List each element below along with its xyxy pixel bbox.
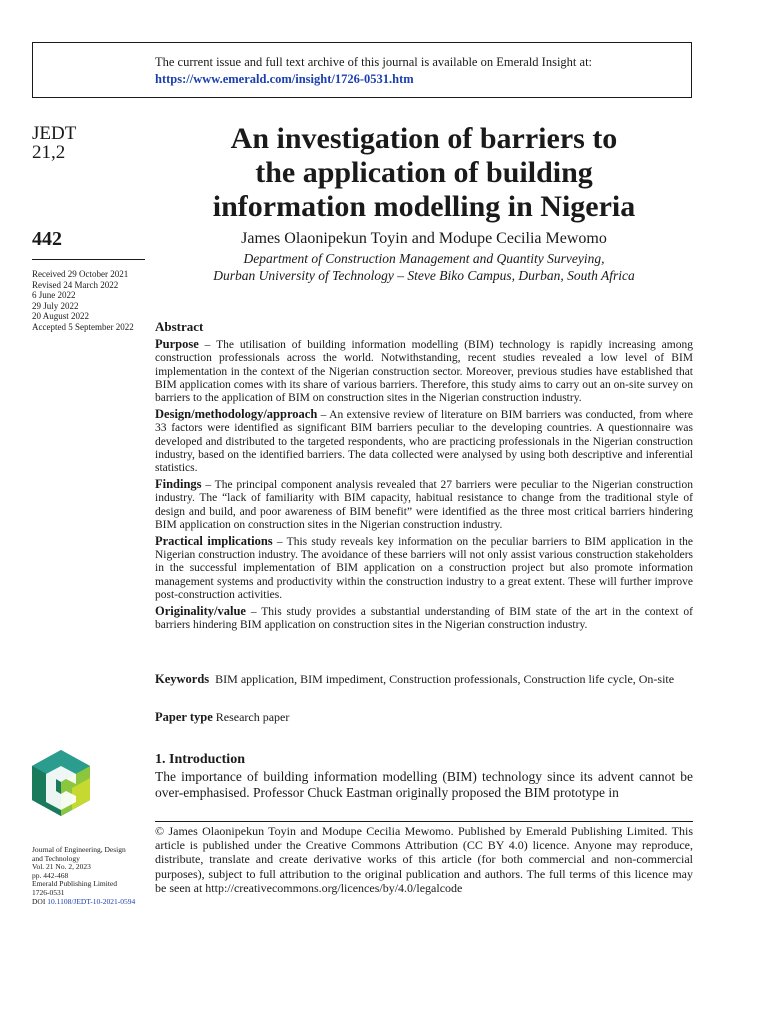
section-text: – This study reveals key information on the peculiar barriers to BIM application in the Nigerian construction industry. The avoidance of these barriers will not only assist various construction stakeholders in the successful implementation of BIM application on a construction project but also promote information management systems and productivity within the construction industry to a great extent. These will further improve post-construction activities. [155,536,693,601]
citation-line: Journal of Engineering, Design [32,845,126,854]
doi-link[interactable]: 10.1108/JEDT-10-2021-0594 [47,896,136,906]
journal-abbrev: JEDT [32,123,77,144]
logo-graphic [30,748,92,818]
section-heading: Practical implications [155,534,273,549]
citation-line: Vol. 21 No. 2, 2023 [32,862,91,872]
publisher-logo-icon [30,748,92,818]
received-dates [32,269,134,332]
doi-line [32,898,152,907]
license-divider [155,821,693,822]
keywords [155,672,693,687]
intro-text: The importance of building information modelling (BIM) technology since its advent cannot be over-emphasised. Professor Chuck Eastman originally proposed the BIM prototype in [155,769,693,800]
affiliation-line: Department of Construction Management and Quantity Surveying, [243,251,605,266]
journal-code [32,124,76,162]
date-line: Revised 24 March 2022 [32,279,119,290]
abstract-section [155,408,693,475]
title-line: the application of building [255,156,593,189]
citation-line: Emerald Publishing Limited [32,879,117,889]
abstract-section [155,535,693,602]
journal-volume: 21,2 [32,142,66,163]
section-heading: Design/methodology/approach [155,407,318,422]
date-line: 29 July 2022 [32,300,79,311]
title-line: An investigation of barriers to [230,122,618,155]
keywords-list: BIM application, BIM impediment, Construction professionals, Construction life cycle, On-site [215,672,675,686]
page-number: 442 [32,228,62,250]
date-line: 20 August 2022 [32,311,90,321]
date-line: Received 29 October 2021 [32,269,129,279]
keywords-heading: Keywords [155,672,210,686]
license-text: © James Olaonipekun Toyin and Modupe Cecilia Mewomo. Published by Emerald Publishing Limited. This article is published under the Creative Commons Attribution (CC BY 4.0) licence. Anyone may reproduce, distribute, translate and create derivative works of this article (for both commercial and non-commercial purposes), subject to full attribution to the original publication and authors. The full terms of this licence may be seen at http://creativecommons.org/licences/by/4.0/legalcode [155,824,693,895]
section-text: – This study provides a substantial understanding of BIM state of the art in the context of barriers hindering BIM application on construction sites in the Nigerian construction industry. [155,606,693,632]
affiliation [155,250,693,284]
margin-divider [32,259,145,260]
section-text: – The utilisation of building information modelling (BIM) technology is rapidly increasing among construction professionals across the world. Notwithstanding, recent studies revealed a low level of BIM implementation in the context of the Nigerian construction sector. Moreover, previous studies have established that BIM application comes with its share of various barriers. Therefore, this study aims to carry out an on-site survey on barriers to the application of BIM on construction sites in the Nigerian construction industry. [155,339,693,405]
paper-type [155,710,693,725]
citation-block [32,846,152,906]
section-text: – An extensive review of literature on BIM barriers was conducted, from where 33 factors were identified as significant BIM barriers peculiar to the developing countries. A questionnaire was developed and distributed to the targeted respondents, who are practicing professionals in the Nigerian construction industry, based on the identified barriers. The data collected were analysed by using both descriptive and inferential statistics. [155,409,693,475]
citation-line: 1726-0531 [32,887,65,897]
banner-text: The current issue and full text archive of this journal is available on Emerald Insight at: [155,55,593,69]
abstract-section [155,338,693,405]
abstract [155,320,693,635]
abstract-section [155,478,693,532]
title-line: information modelling in Nigeria [212,190,636,223]
doi-label: DOI [32,896,46,906]
article-title [155,122,693,224]
section-heading: Findings [155,477,202,492]
affiliation-line: Durban University of Technology – Steve Biko Campus, Durban, South Africa [213,268,635,283]
section-heading: Purpose [155,337,199,352]
citation-line: and Technology [32,853,80,863]
citation-line: pp. 442-468 [32,870,69,880]
section-heading: Originality/value [155,604,246,619]
authors [155,230,693,248]
journal-banner [32,42,692,98]
author-conjunction: and [411,230,435,247]
author-name: Modupe Cecilia Mewomo [438,230,607,247]
abstract-heading: Abstract [155,319,204,334]
date-line: Accepted 5 September 2022 [32,321,134,332]
date-line: 6 June 2022 [32,290,76,300]
author-name: James Olaonipekun Toyin [241,230,408,247]
abstract-section [155,605,693,632]
banner-link[interactable]: https://www.emerald.com/insight/1726-0531.htm [155,72,414,86]
paper-type-value: Research paper [215,710,290,724]
paper-type-heading: Paper type [155,710,213,724]
section-text: – The principal component analysis revealed that 27 barriers were peculiar to the Nigerian construction industry. The “lack of familiarity with BIM capacity, habitual resistance to change from the traditional style of design and build, and poor awareness of BIM benefit” were identified as the three most critical barriers hindering BIM application on construction sites in the Nigerian construction industry. [155,479,693,531]
intro-heading: 1. Introduction [155,752,245,767]
